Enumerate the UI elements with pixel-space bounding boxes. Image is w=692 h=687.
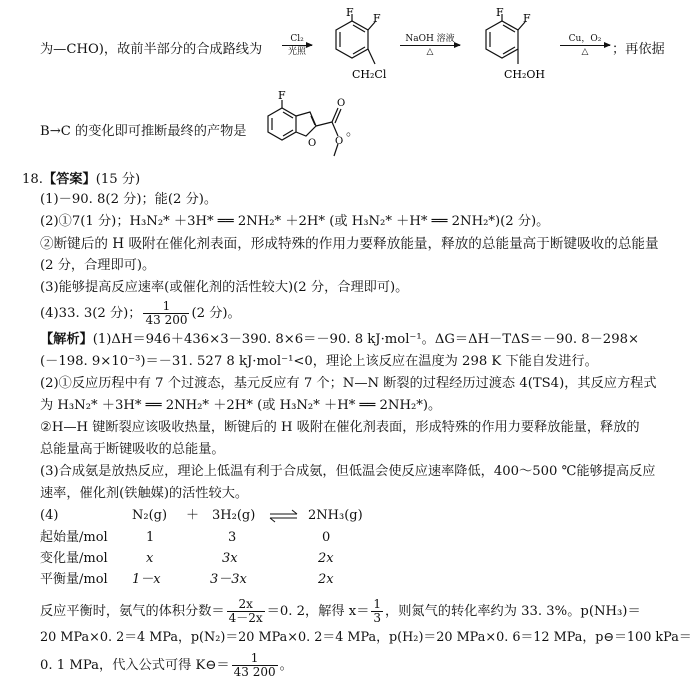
product-intro-text: B→C 的变化即可推断最终的产物是 (40, 124, 247, 139)
molecule-difluorobenzyl-chloride (312, 6, 396, 86)
analysis-line-9-part-b: ＝0. 2，解得 x＝ (266, 604, 370, 619)
analysis-line-11-part-a: 0. 1 MPa，代入公式可得 K⊖＝ (40, 658, 230, 673)
arrow-chlorination-condition: 光照 (287, 47, 306, 57)
molecule-difluorobenzyl-alcohol (462, 6, 552, 86)
row-initial-nh3: 0 (322, 530, 331, 545)
analysis-line-5: ②H—H 键断裂应该吸收热量，断键后的 H 吸附在催化剂表面，形成特殊的作用力要释放能量，释放的 (40, 420, 640, 435)
row-change-nh3: 2x (318, 551, 334, 566)
row-equilibrium-h2: 3－3x (210, 572, 247, 587)
arrow-hydrolysis (400, 34, 460, 57)
furan-ring (296, 112, 316, 136)
analysis-line-9-part-a: 反应平衡时，氨气的体积分数＝ (40, 604, 225, 619)
arrow-hydrolysis-reagent: NaOH 溶液 (405, 34, 455, 44)
fraction-denominator: 43 200 (145, 313, 188, 327)
arrow-shaft (560, 45, 610, 46)
row-equilibrium-nh3: 2x (318, 572, 334, 587)
reactant-n2: N₂(g) (132, 508, 168, 523)
product-nh3: 2NH₃(g) (308, 508, 363, 523)
row-initial-h2: 3 (228, 530, 237, 545)
route-suffix-text: ；再依据 (612, 42, 665, 57)
row-equilibrium-n2: 1－x (132, 572, 161, 587)
fraction-numerator: 1 (143, 300, 189, 314)
answer-part-3: (3)能够提高反应速率(或催化剂的活性较大)(2 分，合理即可)。 (40, 280, 409, 295)
answer-part-2-line-3: (2 分，合理即可)。 (40, 258, 156, 273)
row-change-n2: x (146, 551, 154, 566)
analysis-line-9 (40, 598, 641, 625)
product-end-punct: 。 (346, 124, 360, 139)
row-initial-name: 起始量/mol (40, 530, 108, 545)
analysis-line-1-text: (1)ΔH＝946＋436×3－390. 8×6＝－90. 8 kJ·mol⁻¹。ΔG＝ΔH－TΔS＝－90. 8－298× (92, 332, 640, 347)
carbonyl-oxygen-label: O (337, 98, 346, 109)
fraction-denominator: 3 (373, 611, 382, 625)
fluorine-label-2: F (523, 12, 531, 25)
analysis-line-4: 为 H₃N₂* ＋3H* ══ 2NH₂* ＋2H* (或 H₃N₂* ＋H* ══ 2NH₂*)。 (40, 398, 442, 413)
reversible-arrow-icon (268, 508, 300, 524)
route-prefix-text: 为—CHO)，故前半部分的合成路线为 (40, 42, 263, 57)
row-equilibrium-name: 平衡量/mol (40, 572, 108, 587)
row-initial-n2: 1 (146, 530, 155, 545)
x-value-fraction (371, 598, 383, 625)
question-score: (15 分) (95, 172, 141, 187)
chloromethyl-label: CH₂Cl (352, 68, 387, 81)
arrow-chlorination (282, 34, 312, 57)
ring-oxygen-label: O (308, 138, 317, 149)
fluorine-label-2: F (373, 12, 381, 25)
analysis-line-10: 20 MPa×0. 2＝4 MPa，p(N₂)＝20 MPa×0. 2＝4 MPa，p(H₂)＝20 MPa×0. 6＝12 MPa，p⊖＝100 kPa＝ (40, 630, 692, 645)
answer-part-4-prefix: (4)33. 3(2 分)； (40, 306, 142, 321)
q18-header (22, 170, 140, 190)
answer-part-1: (1)－90. 8(2 分)；能(2 分)。 (40, 192, 218, 207)
row-change-h2: 3x (222, 551, 238, 566)
equilibrium-constant-fraction (232, 652, 278, 679)
plus-sign: ＋ (186, 508, 200, 523)
analysis-line-1 (40, 330, 639, 350)
analysis-line-11-part-b: 。 (279, 658, 293, 673)
benzene-ring (336, 21, 368, 58)
fraction-numerator: 1 (373, 597, 382, 611)
hydroxymethyl-label: CH₂OH (504, 68, 546, 81)
analysis-line-8: 速率，催化剂(铁触媒)的活性较大。 (40, 486, 249, 501)
reactant-h2: 3H₂(g) (212, 508, 256, 523)
arrow-chlorination-reagent: Cl₂ (290, 34, 304, 44)
row-change-name: 变化量/mol (40, 551, 108, 566)
table-part-label: (4) (40, 508, 59, 523)
analysis-line-6: 总能量高于断键吸收的总能量。 (40, 442, 225, 457)
arrow-hydrolysis-condition: △ (426, 47, 434, 57)
arrow-oxidation (560, 34, 610, 57)
analysis-line-11 (40, 652, 293, 679)
answer-part-2-line-2: ②断键后的 H 吸附在催化剂表面，形成特殊的作用力要释放能量，释放的总能量高于断键吸收的总能量 (40, 236, 659, 252)
arrow-oxidation-condition: △ (581, 47, 589, 57)
arrow-shaft (400, 45, 460, 46)
arrow-oxidation-reagent: Cu，O₂ (568, 34, 602, 44)
answer-part-2-line-1: (2)①7(1 分)；H₃N₂* ＋3H* ══ 2NH₂* ＋2H* (或 H₃N₂* ＋H* ══ 2NH₂*)(2 分)。 (40, 214, 550, 229)
analysis-label: 【解析】 (40, 332, 93, 347)
analysis-line-2: (－198. 9×10⁻³)＝－31. 527 8 kJ·mol⁻¹<0，理论上该反应在温度为 298 K 下能自发进行。 (40, 354, 598, 369)
fraction-numerator: 1 (232, 652, 278, 666)
fluorine-label: F (278, 89, 286, 102)
volume-fraction (227, 598, 265, 625)
fraction-denominator: 4－2x (228, 611, 263, 625)
arrow-shaft (282, 45, 312, 46)
ester-oxygen-label: O (335, 136, 344, 147)
analysis-line-9-part-c: ，则氮气的转化率约为 33. 3%。p(NH₃)＝ (385, 604, 641, 619)
fraction-numerator: 2x (227, 598, 265, 612)
answer-fraction (143, 300, 189, 327)
analysis-line-7: (3)合成氨是放热反应，理论上低温有利于合成氨，但低温会使反应速率降低，400～500 ℃能够提高反应 (40, 464, 656, 479)
analysis-line-3: (2)①反应历程中有 7 个过渡态，基元反应有 7 个；N—N 断裂的过程经历过渡态 4(TS4)，其反应方程式 (40, 376, 657, 391)
fraction-denominator: 43 200 (233, 665, 276, 679)
answer-part-4 (40, 300, 241, 327)
benzene-ring (486, 21, 518, 58)
question-number: 18. (22, 172, 43, 187)
fluorine-label-1: F (496, 6, 504, 19)
fluorine-label-1: F (346, 6, 354, 19)
answer-part-4-suffix: (2 分)。 (191, 306, 241, 321)
answer-label: 【答案】 (42, 172, 96, 187)
